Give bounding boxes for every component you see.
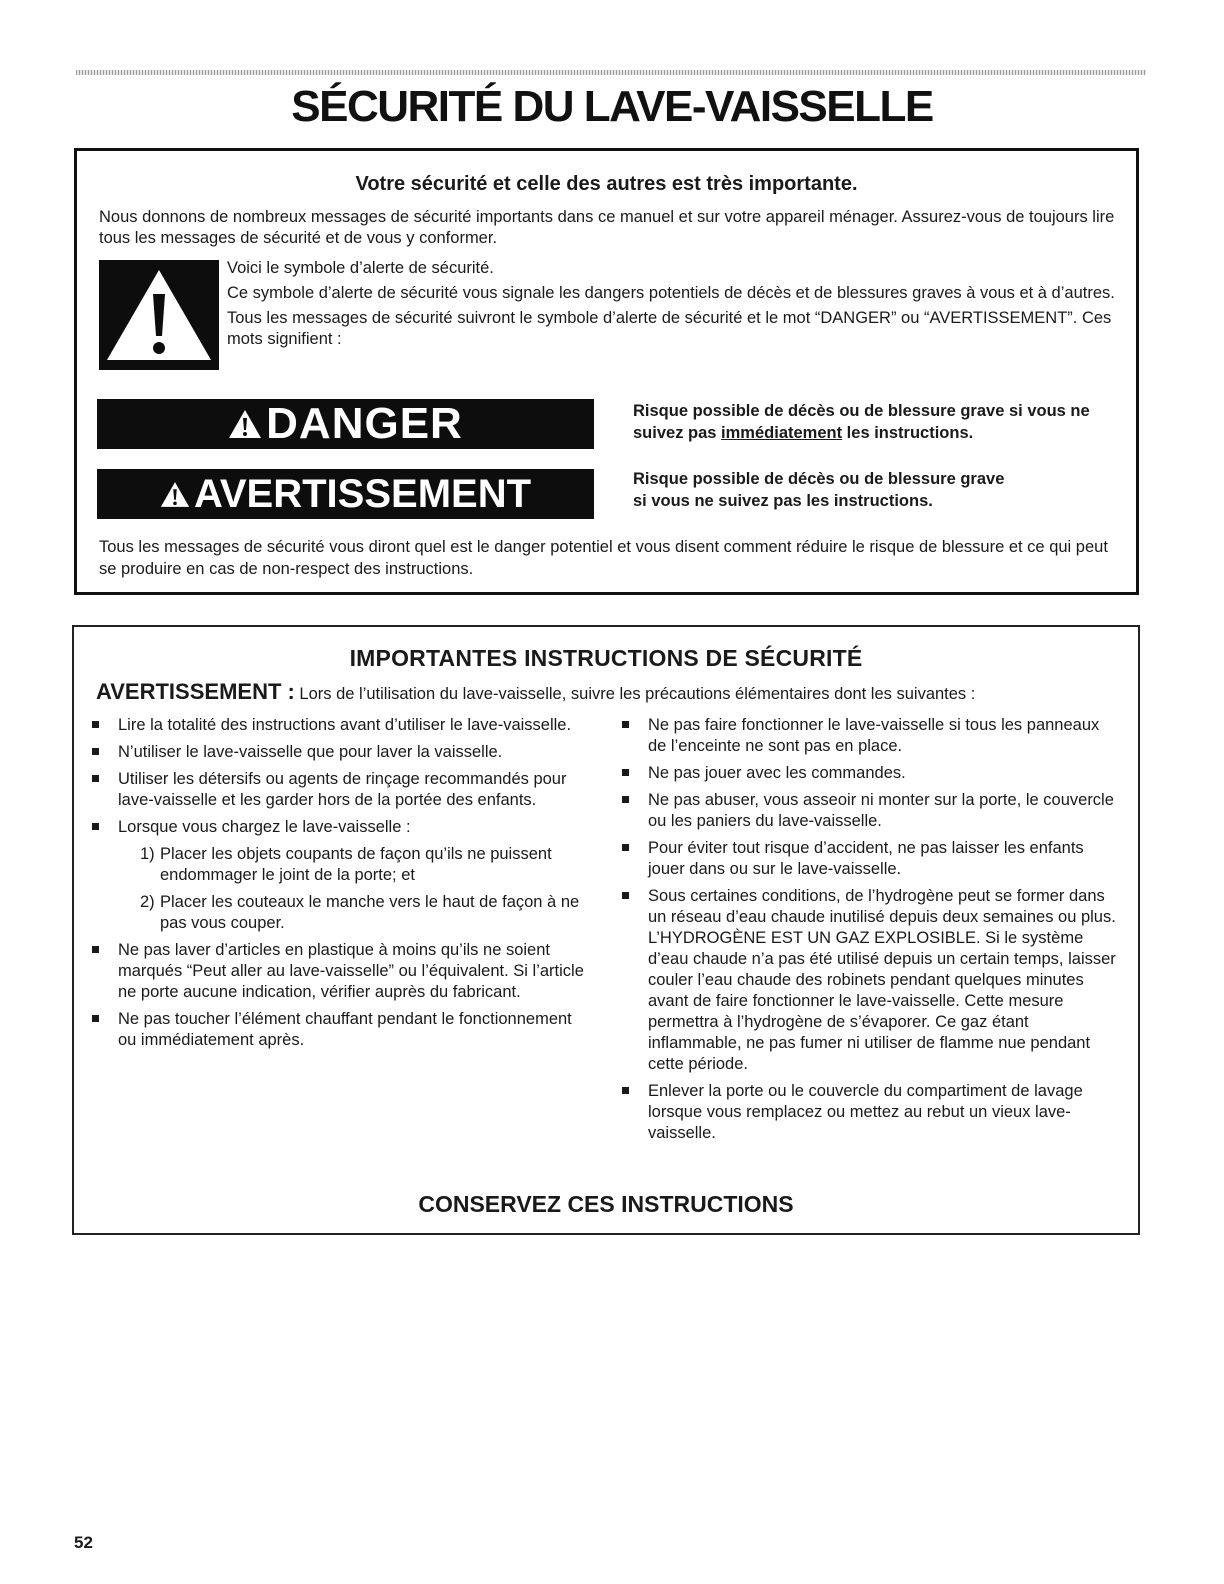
safety-info-box — [74, 148, 1139, 595]
bullet-icon — [92, 721, 99, 728]
bullet-icon — [92, 946, 99, 953]
instructions-warning-label: AVERTISSEMENT : — [96, 679, 295, 704]
instructions-right-column — [622, 715, 1122, 1150]
sub-item-number: 2) — [140, 893, 155, 911]
danger-desc-part: Risque possible de décès ou de blessure grave si vous ne suivez pas — [633, 402, 1090, 442]
list-item: Ne pas laver d’articles en plastique à moins qu’ils ne soient marqués “Peut aller au lave-vaisselle” ou l’équivalent. Si l’article ne porte aucune indication, vérifier auprès du fabricant. — [92, 940, 592, 1003]
warning-desc-line: si vous ne suivez pas les instructions. — [633, 492, 933, 510]
bullet-icon — [92, 1015, 99, 1022]
safety-alert-triangle-icon — [99, 260, 219, 370]
danger-label: DANGER — [266, 399, 463, 448]
page-number: 52 — [74, 1533, 93, 1552]
bullet-icon — [622, 769, 629, 776]
list-item: Enlever la porte ou le couvercle du compartiment de lavage lorsque vous remplacez ou mettez au rebut un vieux lave-vaisselle. — [622, 1081, 1122, 1144]
symbol-line: Tous les messages de sécurité suivront le symbole d’alerte de sécurité et le mot “DANGER” ou “AVERTISSEMENT”. Ces mots signifient : — [227, 309, 1112, 348]
safety-outro: Tous les messages de sécurité vous diront quel est le danger potentiel et vous disent comment réduire le risque de blessure et ce qui peut se produire en cas de non-respect des instructions. — [99, 538, 1108, 578]
bullet-icon — [92, 775, 99, 782]
bullet-icon — [622, 1087, 629, 1094]
instructions-warning-text: Lors de l’utilisation du lave-vaisselle, suivre les précautions élémentaires dont les suivantes : — [299, 685, 976, 703]
top-rule — [76, 70, 1146, 75]
bullet-icon — [622, 721, 629, 728]
danger-description — [633, 400, 1133, 444]
list-item: Lorsque vous chargez le lave-vaisselle : — [92, 817, 592, 838]
list-item: Ne pas abuser, vous asseoir ni monter sur la porte, le couvercle ou les paniers du lave-vaisselle. — [622, 790, 1122, 832]
page-title: SÉCURITÉ DU LAVE-VAISSELLE — [291, 82, 933, 131]
list-item: Ne pas faire fonctionner le lave-vaisselle si tous les panneaux de l’enceinte ne sont pas en place. — [622, 715, 1122, 757]
sub-list-item: 2) Placer les couteaux le manche vers le haut de façon à ne pas vous couper. — [140, 893, 580, 932]
warning-label: AVERTISSEMENT — [193, 471, 532, 516]
closing-heading: CONSERVEZ CES INSTRUCTIONS — [418, 1191, 794, 1217]
symbol-line: Ce symbole d’alerte de sécurité vous signale les dangers potentiels de décès et de blessures graves à vous et à d’autres. — [227, 284, 1115, 302]
list-item: Sous certaines conditions, de l’hydrogène peut se former dans un réseau d’eau chaude inutilisé depuis deux semaines ou plus. L’HYDROGÈNE EST UN GAZ EXPLOSIBLE. Si le système d’eau chaude n’a pas été utilisé depuis un certain temps, laisser couler l’eau chaude des robinets pendant quelques minutes avant de faire fonctionner le lave-vaisselle. Cette mesure permettra à l’hydrogène de s’évaporer. Ce gaz étant inflammable, ne pas fumer ni utiliser de flamme nue pendant cette période. — [622, 886, 1122, 1075]
safety-box-heading: Votre sécurité et celle des autres est très importante. — [355, 173, 858, 195]
danger-desc-part: les instructions. — [842, 424, 974, 442]
danger-signal-word — [97, 399, 594, 449]
safety-intro: Nous donnons de nombreux messages de sécurité importants dans ce manuel et sur votre appareil ménager. Assurez-vous de toujours lire tous les messages de sécurité et de vous y conformer. — [99, 208, 1115, 247]
sub-list-item: 1) Placer les objets coupants de façon qu’ils ne puissent endommager le joint de la porte; et — [140, 845, 552, 884]
symbol-explanation — [227, 258, 1117, 354]
list-item: N’utiliser le lave-vaisselle que pour laver la vaisselle. — [92, 742, 592, 763]
warning-signal-word — [97, 469, 594, 519]
instructions-heading: IMPORTANTES INSTRUCTIONS DE SÉCURITÉ — [349, 645, 863, 671]
bullet-icon — [92, 748, 99, 755]
bullet-icon — [92, 823, 99, 830]
bullet-icon — [622, 892, 629, 899]
danger-desc-emphasis: immédiatement — [721, 424, 843, 442]
danger-alert-icon — [228, 409, 262, 439]
list-item: Utiliser les détersifs ou agents de rinçage recommandés pour lave-vaisselle et les garder hors de la portée des enfants. — [92, 769, 592, 811]
instructions-warning — [96, 679, 1136, 705]
warning-alert-icon — [160, 481, 190, 508]
sub-item-number: 1) — [140, 845, 155, 863]
instructions-left-column — [92, 715, 592, 1057]
list-item: Lire la totalité des instructions avant d’utiliser le lave-vaisselle. — [92, 715, 592, 736]
warning-desc-line: Risque possible de décès ou de blessure grave — [633, 470, 1005, 488]
warning-description — [633, 468, 1133, 512]
symbol-line: Voici le symbole d’alerte de sécurité. — [227, 259, 494, 277]
instructions-box — [72, 625, 1140, 1235]
list-item: Ne pas jouer avec les commandes. — [622, 763, 1122, 784]
list-item: Ne pas toucher l’élément chauffant pendant le fonctionnement ou immédiatement après. — [92, 1009, 592, 1051]
list-item: Pour éviter tout risque d’accident, ne pas laisser les enfants jouer dans ou sur le lave-vaisselle. — [622, 838, 1122, 880]
bullet-icon — [622, 844, 629, 851]
bullet-icon — [622, 796, 629, 803]
